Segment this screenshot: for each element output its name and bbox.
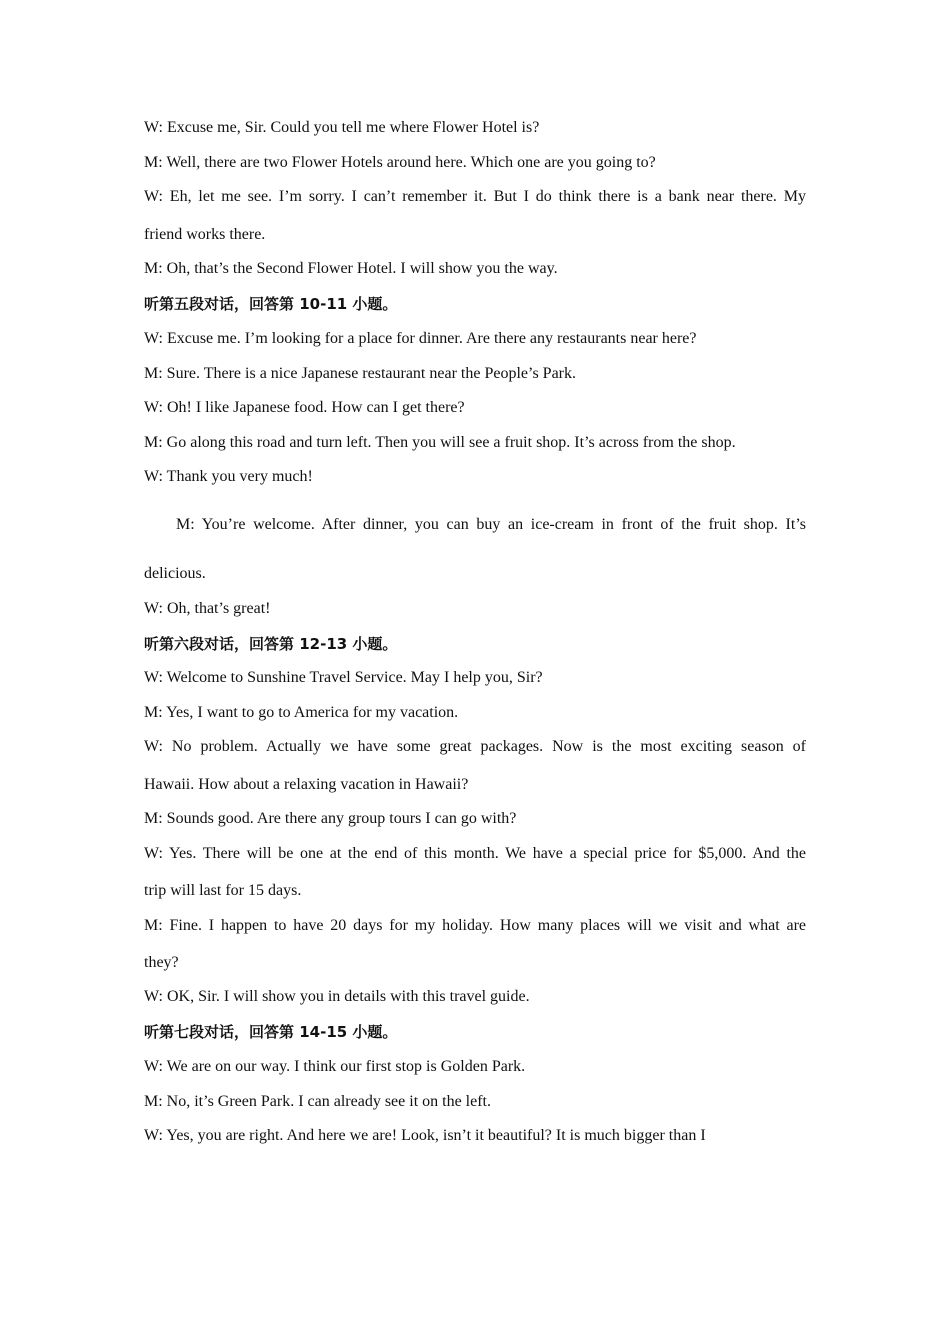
dialogue-line: W: Yes. There will be one at the end of this month. We have a special price for $5,000. And the <box>144 845 806 862</box>
dialogue-line: W: We are on our way. I think our first stop is Golden Park. <box>144 1058 526 1075</box>
dialogue-line: M: Go along this road and turn left. Then you will see a fruit shop. It’s across from the shop. <box>144 434 736 451</box>
section-heading: 听第六段对话，回答第 12-13 小题。 <box>144 635 398 653</box>
dialogue-line: W: Oh, that’s great! <box>144 600 271 617</box>
dialogue-line: M: No, it’s Green Park. I can already see it on the left. <box>144 1093 491 1110</box>
dialogue-line: M: You’re welcome. After dinner, you can buy an ice-cream in front of the fruit shop. It’s <box>176 516 806 533</box>
dialogue-line: delicious. <box>144 565 206 582</box>
section-heading: 听第五段对话，回答第 10-11 小题。 <box>144 295 398 313</box>
dialogue-line: W: No problem. Actually we have some great packages. Now is the most exciting season of <box>144 738 806 755</box>
dialogue-line: M: Fine. I happen to have 20 days for my holiday. How many places will we visit and what are <box>144 917 806 934</box>
dialogue-line: W: Eh, let me see. I’m sorry. I can’t remember it. But I do think there is a bank near there. My <box>144 188 806 205</box>
dialogue-line: W: Welcome to Sunshine Travel Service. May I help you, Sir? <box>144 669 543 686</box>
dialogue-line: they? <box>144 954 179 971</box>
dialogue-line: W: Excuse me. I’m looking for a place for dinner. Are there any restaurants near here? <box>144 330 697 347</box>
dialogue-line: M: Yes, I want to go to America for my vacation. <box>144 704 459 721</box>
dialogue-line: W: Excuse me, Sir. Could you tell me where Flower Hotel is? <box>144 119 540 136</box>
dialogue-line: friend works there. <box>144 226 266 243</box>
dialogue-line: W: Yes, you are right. And here we are! Look, isn’t it beautiful? It is much bigger than I <box>144 1127 706 1144</box>
dialogue-line: Hawaii. How about a relaxing vacation in Hawaii? <box>144 776 469 793</box>
dialogue-line: M: Sure. There is a nice Japanese restaurant near the People’s Park. <box>144 365 576 382</box>
dialogue-line: M: Oh, that’s the Second Flower Hotel. I will show you the way. <box>144 260 558 277</box>
dialogue-line: W: Thank you very much! <box>144 468 313 485</box>
dialogue-line: trip will last for 15 days. <box>144 882 302 899</box>
dialogue-line: M: Sounds good. Are there any group tours I can go with? <box>144 810 517 827</box>
dialogue-line: W: Oh! I like Japanese food. How can I get there? <box>144 399 465 416</box>
dialogue-line: M: Well, there are two Flower Hotels around here. Which one are you going to? <box>144 154 656 171</box>
dialogue-line: W: OK, Sir. I will show you in details with this travel guide. <box>144 988 530 1005</box>
section-heading: 听第七段对话，回答第 14-15 小题。 <box>144 1023 398 1041</box>
